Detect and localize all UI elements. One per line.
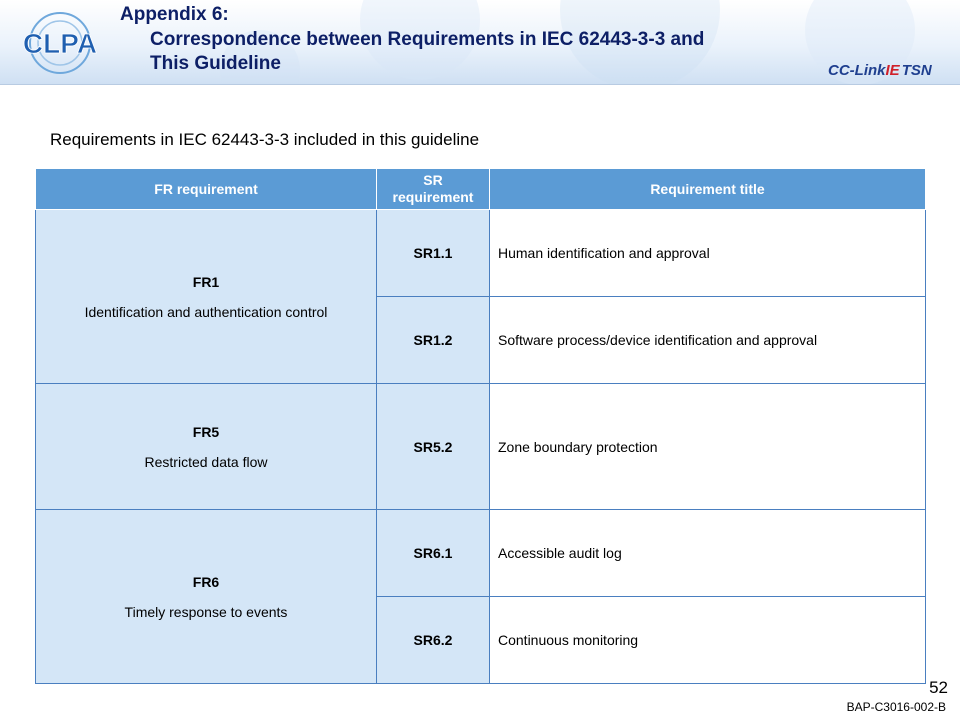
- requirement-title-cell: Zone boundary protection: [490, 384, 926, 510]
- header-fr-requirement: FR requirement: [36, 169, 377, 210]
- sr-cell: SR1.2: [377, 297, 490, 384]
- table-header-row: [36, 169, 926, 210]
- requirement-title-cell: Software process/device identification and approval: [490, 297, 926, 384]
- svg-text:CLPA: CLPA: [22, 28, 98, 59]
- cc-link-ie-tsn-logo: [826, 56, 946, 82]
- fr-code: FR5: [192, 423, 220, 440]
- svg-text:CC-LinkIETSN: CC-LinkIE TSN: [828, 62, 932, 79]
- fr-cell-fr6: [36, 510, 377, 684]
- page-title-line-2: Correspondence between Requirements in IEC 62443-3-3 and: [150, 29, 705, 50]
- fr-name: Restricted data flow: [144, 453, 268, 470]
- sr-cell: SR5.2: [377, 384, 490, 510]
- page-title-line-1: Appendix 6:: [120, 4, 229, 25]
- requirement-title-cell: Human identification and approval: [490, 210, 926, 297]
- requirement-title-cell: Continuous monitoring: [490, 597, 926, 684]
- table-row: [36, 510, 926, 597]
- fr-name: Identification and authentication control: [84, 303, 328, 320]
- header-sr-requirement: SR requirement: [377, 169, 490, 210]
- table-row: [36, 384, 926, 510]
- sr-cell: SR6.2: [377, 597, 490, 684]
- document-code: BAP-C3016-002-B: [846, 700, 946, 714]
- fr-cell-fr1: [36, 210, 377, 384]
- requirement-title-cell: Accessible audit log: [490, 510, 926, 597]
- header-requirement-title: Requirement title: [490, 169, 926, 210]
- clpa-logo: [8, 10, 112, 76]
- section-subtitle: Requirements in IEC 62443-3-3 included in this guideline: [50, 130, 480, 149]
- sr-cell: SR6.1: [377, 510, 490, 597]
- fr-cell-fr5: [36, 384, 377, 510]
- fr-name: Timely response to events: [124, 603, 288, 620]
- fr-code: FR1: [192, 273, 220, 290]
- page-title-line-3: This Guideline: [150, 53, 281, 74]
- sr-cell: SR1.1: [377, 210, 490, 297]
- slide-header: [0, 0, 960, 85]
- page-number: 52: [929, 678, 948, 697]
- requirements-table: [35, 168, 926, 684]
- fr-code: FR6: [192, 573, 220, 590]
- table-row: [36, 210, 926, 297]
